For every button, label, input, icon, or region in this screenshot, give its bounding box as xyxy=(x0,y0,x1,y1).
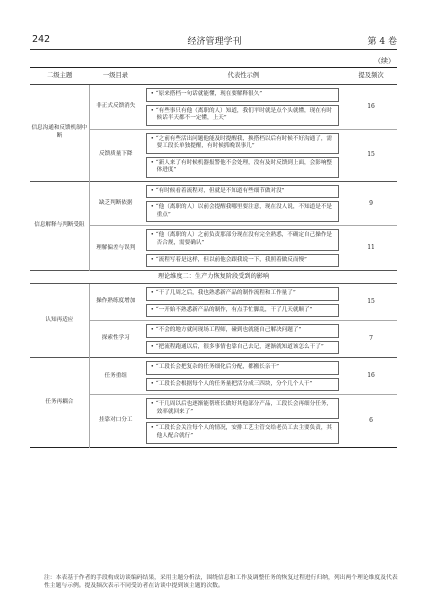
journal-title: 经济管理学刊 xyxy=(187,37,242,47)
example-quote: • “不会的地方就问现场工程师，碰到也就能自己解决问题了” xyxy=(146,324,339,338)
col-header-theme: 二级主题 xyxy=(30,68,89,85)
col-header-frequency: 提及频次 xyxy=(345,68,397,85)
theme-cell: 信息沟通和反馈机制中断 xyxy=(31,125,88,139)
frequency-cell: 11 xyxy=(345,226,397,271)
col-header-category: 一级目录 xyxy=(89,68,141,85)
category-cell: 操作熟练度增加 xyxy=(89,284,141,321)
table-row xyxy=(30,181,397,226)
examples-cell xyxy=(142,85,345,130)
examples-cell xyxy=(142,358,345,395)
continued-label: （续） xyxy=(374,57,395,65)
example-quote: • “有时候看着流程对，但就是不知道有些细节做对没” xyxy=(146,185,339,199)
example-quote: • “流程写着是这样，但以前他会跟我说一下，我照着做反而慢” xyxy=(146,254,339,268)
example-quote: • “一开始不熟悉新产品的制作，有点手忙脚乱，干了几天就顺了” xyxy=(146,304,339,318)
example-quote: • “原来搭档一句话就能懂，现在要解释很久” xyxy=(146,88,339,102)
section-title-row xyxy=(30,271,397,284)
theme-cell: 信息解释与判断受阻 xyxy=(30,181,89,270)
examples-cell xyxy=(142,284,345,321)
example-quote: • “新人来了有时候机器报警他不会处理，没有及时反馈到上面，会影响整体进度” xyxy=(146,157,339,178)
frequency-cell: 7 xyxy=(345,321,397,358)
section-title: 理论维度二：生产力恢复阶段受到的影响 xyxy=(30,271,397,284)
page-number: 242 xyxy=(32,34,51,45)
examples-cell xyxy=(142,321,345,358)
example-quote: • “工段长会把复杂的任务细化后分配，都搬长亲干” xyxy=(146,361,339,375)
theme-cell: 任务再耦合 xyxy=(30,358,89,447)
category-cell: 挂靠对口分工 xyxy=(89,395,141,447)
theme-cell: 认知再适应 xyxy=(45,316,74,323)
examples-cell xyxy=(142,181,345,226)
category-cell: 非正式反馈消失 xyxy=(89,85,141,130)
volume-label: 第 4 卷 xyxy=(367,37,397,47)
frequency-cell: 16 xyxy=(345,358,397,395)
running-header xyxy=(32,34,397,48)
example-quote: • “他（离职的人）之前负责那部分现在没有完全熟悉，不确定自己操作是否合规，需要确认” xyxy=(146,229,339,250)
examples-cell xyxy=(142,129,345,181)
examples-cell xyxy=(142,226,345,271)
table-note: 注：本表基于作者的手段构成访谈编码结果，采用主题分析法，围绕信息和工作及调整任务的恢复过程进行归纳，列出两个理论维度及代表性主题与示例。提及频次表示不同受访者在访谈中提到该主题的次数。 xyxy=(44,575,398,590)
example-quote: • “有些事只有他（离职的人）知道，我们平时就是点个头就懂，现在有时候话半天都不一定懂，上天” xyxy=(146,105,339,126)
example-quote: • “之前有些活出问题他能及时提醒我，换搭档以后有时候不好沟通了，需要工段长单独提醒，有时候抓晚误事儿” xyxy=(146,133,339,154)
category-cell: 反馈质量下降 xyxy=(89,129,141,181)
example-quote: • “工段长会根据每个人的任务量把活分成三四块，分个几个人干” xyxy=(146,378,339,392)
example-quote: • “干几周以后也逐渐能帮班长做好其他部分产品，工段长会再细分任务，效率就回来了” xyxy=(146,398,339,419)
col-header-examples: 代表性示例 xyxy=(142,68,345,85)
table-row xyxy=(30,85,397,130)
category-cell: 缺乏判断依据 xyxy=(89,181,141,226)
example-quote: • “干了几周之后，我也熟悉新产品的制作流程和工作量了” xyxy=(146,287,339,301)
examples-cell xyxy=(142,395,345,447)
category-cell: 探索性学习 xyxy=(89,321,141,358)
category-cell: 理解偏差与误判 xyxy=(89,226,141,271)
table-row xyxy=(30,358,397,395)
coding-table xyxy=(30,67,397,448)
frequency-cell: 16 xyxy=(367,102,375,110)
example-quote: • “把流程跑通以后，很多事情也靠自己去记，逐渐就知道该怎么干了” xyxy=(146,341,339,355)
category-cell: 任务重组 xyxy=(89,358,141,395)
table-row xyxy=(30,284,397,321)
example-quote: • “工段长会关注每个人的情况，安排工艺主管交给老员工去主要负责，其他人配合就行” xyxy=(146,422,339,443)
frequency-cell: 9 xyxy=(345,181,397,226)
table-header-row xyxy=(30,68,397,85)
example-quote: • “他（离职的人）以前会提醒我哪里要注意，现在没人说，不知道是不是重点” xyxy=(146,201,339,222)
header-rule xyxy=(30,49,397,50)
frequency-cell: 6 xyxy=(345,395,397,447)
frequency-cell: 15 xyxy=(345,129,397,181)
frequency-cell: 15 xyxy=(367,298,375,306)
